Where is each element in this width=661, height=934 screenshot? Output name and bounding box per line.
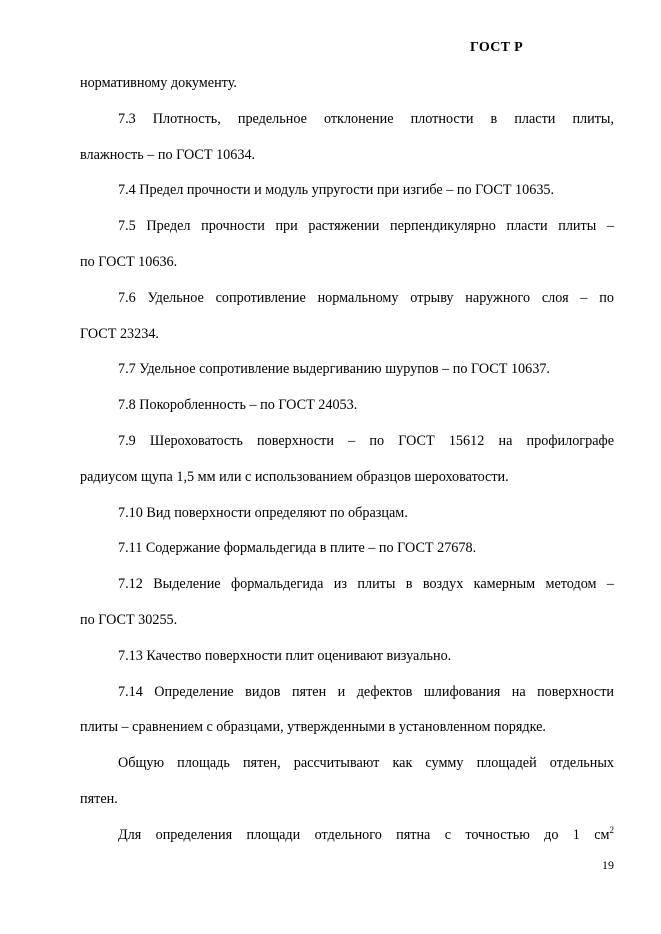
paragraph-7-5 xyxy=(80,209,614,281)
superscript: 2 xyxy=(609,824,614,835)
text-line: 7.10 Вид поверхности определяют по образцам. xyxy=(118,504,408,521)
text-line: 7.13 Качество поверхности плит оценивают визуально. xyxy=(118,647,452,664)
text-line: 7.7 Удельное сопротивление выдергиванию шурупов – по ГОСТ 10637. xyxy=(118,361,550,378)
text-line: 7.8 Покоробленность – по ГОСТ 24053. xyxy=(118,397,358,414)
paragraph-7-9 xyxy=(80,424,614,496)
text-line: 7.9 Шероховатость поверхности – по ГОСТ 15612 на профилографе xyxy=(118,432,614,449)
paragraph-7-7 xyxy=(80,352,614,388)
paragraph-single-spot xyxy=(80,818,614,854)
text-line: 7.6 Удельное сопротивление нормальному отрыву наружного слоя – по xyxy=(118,289,614,306)
page-body xyxy=(80,66,614,854)
paragraph-7-6 xyxy=(80,281,614,353)
paragraph-7-12 xyxy=(80,567,614,639)
paragraph-7-11 xyxy=(80,531,614,567)
page-number: 19 xyxy=(602,858,614,872)
text-line xyxy=(80,818,614,854)
text-line: 7.3 Плотность, предельное отклонение плотности в пласти плиты, xyxy=(118,110,614,127)
text-line: плиты – сравнением с образцами, утвержденными в установленном порядке. xyxy=(80,719,546,736)
text-line: пятен. xyxy=(80,790,118,807)
paragraph-7-13 xyxy=(80,639,614,675)
paragraph-7-4 xyxy=(80,173,614,209)
text-line: 7.12 Выделение формальдегида из плиты в воздух камерным методом – xyxy=(118,576,614,593)
paragraph-7-10 xyxy=(80,496,614,532)
paragraph-continuation xyxy=(80,66,614,102)
document-header: ГОСТ Р xyxy=(470,40,523,55)
text-line: влажность – по ГОСТ 10634. xyxy=(80,146,256,163)
paragraph-7-3 xyxy=(80,102,614,174)
text-line: по ГОСТ 10636. xyxy=(80,253,178,270)
paragraph-7-14 xyxy=(80,675,614,747)
text-line: 7.4 Предел прочности и модуль упругости при изгибе – по ГОСТ 10635. xyxy=(118,182,555,199)
text-line: нормативному документу. xyxy=(80,75,237,91)
text-line: 7.5 Предел прочности при растяжении перпендикулярно пласти плиты – xyxy=(118,218,614,235)
text-line: 7.14 Определение видов пятен и дефектов шлифования на поверхности xyxy=(118,683,614,700)
paragraph-total-area xyxy=(80,746,614,818)
paragraph-7-8 xyxy=(80,388,614,424)
text-line: радиусом щупа 1,5 мм или с использованием образцов шероховатости. xyxy=(80,468,509,485)
text-line-content: Для определения площади отдельного пятна с точностью до 1 см xyxy=(118,826,610,843)
text-line: ГОСТ 23234. xyxy=(80,325,159,342)
text-line: по ГОСТ 30255. xyxy=(80,611,178,628)
text-line: Общую площадь пятен, рассчитывают как сумму площадей отдельных xyxy=(118,755,614,772)
text-line: 7.11 Содержание формальдегида в плите – по ГОСТ 27678. xyxy=(118,540,477,557)
